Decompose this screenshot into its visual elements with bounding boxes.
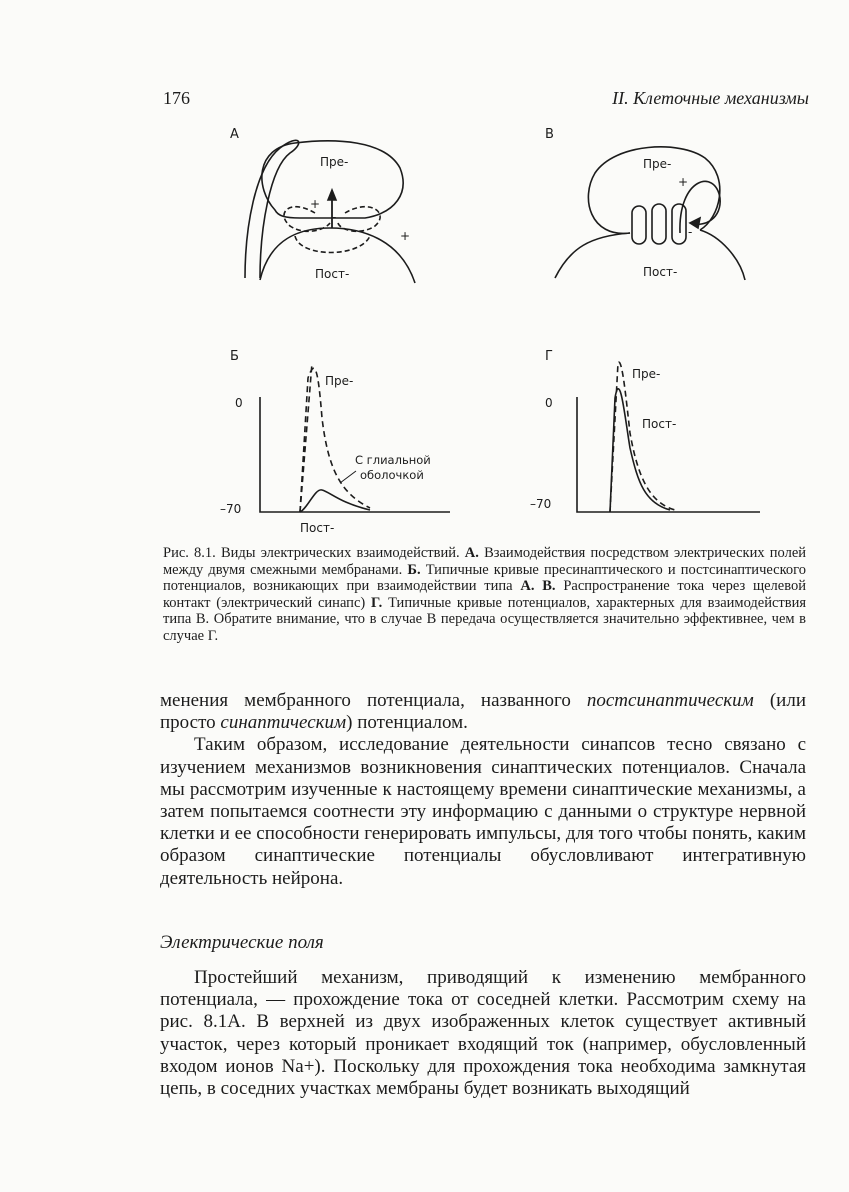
term-postsynaptic: постсинаптическим (586, 690, 754, 711)
body-text-top (160, 690, 806, 890)
panel-a-letter: А (230, 127, 239, 142)
panel-c-pre-rise (300, 363, 312, 512)
panel-b-pre-label: Пре- (643, 157, 672, 171)
panel-d-letter: Г (545, 349, 553, 364)
panel-a-current-left (284, 207, 330, 232)
paragraph-1-start: менения мембранного потенциала, названного (160, 690, 571, 711)
paragraph-1-mid: (или просто (160, 690, 807, 734)
figure-caption (163, 545, 806, 644)
panel-a-plus-outer: + (400, 229, 411, 243)
panel-a-pre-label: Пре- (320, 155, 349, 169)
panel-b-channel-2 (652, 204, 666, 244)
caption-label: Рис. 8.1. (163, 545, 216, 561)
panel-d-post-label: Пост- (642, 417, 677, 431)
caption-intro: Виды электрических взаимодействий. (221, 545, 460, 561)
panel-b-plus: + (678, 175, 689, 189)
paragraph-1-end: ) потенциалом. (346, 712, 468, 734)
panel-d-zero: 0 (545, 396, 553, 410)
panel-a-current-lower (295, 236, 370, 253)
panel-d-pre-label: Пре- (632, 367, 661, 381)
panel-b-post-left (555, 233, 630, 278)
panel-b-minus: - (688, 225, 693, 239)
panel-d-post-trace (610, 389, 670, 512)
panel-a-glia (245, 140, 299, 278)
panel-a-arrowhead (328, 190, 336, 200)
panel-a-current-right (338, 207, 380, 232)
page-number: 176 (163, 88, 190, 108)
panel-c-zero: 0 (235, 396, 243, 410)
panel-c-plot (260, 363, 450, 512)
figure-drawing (160, 118, 820, 543)
caption-g-label: Г. (371, 594, 383, 611)
caption-b-ref: А. (520, 578, 535, 594)
panel-c-glial-pointer (340, 471, 356, 483)
caption-v-label: В. (542, 578, 556, 594)
panel-d-pre-trace (610, 362, 675, 512)
paragraph-2: Таким образом, исследование деятельности синапсов тесно связано с изучением механизмов возникновения синаптических потенциалов. Сначала мы рассмотрим изученные к настоящему времени синаптические механизмы, а затем попытаемся соотнести эту информацию с данными о структуре нервной клетки и ее способности генерировать импульсы, для того чтобы понять, каким образом синаптические потенциалы обусловливают интегративную деятельность нейрона. (160, 734, 806, 889)
panel-c-post-label: Пост- (300, 521, 335, 535)
body-text-bottom (160, 967, 806, 1100)
figure-8-1 (160, 118, 820, 543)
term-synaptic: синаптическим (220, 712, 347, 734)
panel-b-post-label: Пост- (643, 265, 678, 279)
panel-d-minus70: –70 (530, 497, 552, 511)
caption-g-text: Типичные кривые потенциалов, характерных для взаимодействия типа В. Обратите внимание, что в случае В передача осуществляется значительно эффективнее, чем в случае Г. (163, 594, 807, 644)
panel-c-glial-label-1: С глиальной (355, 453, 431, 467)
panel-c-pre-label: Пре- (325, 374, 354, 388)
panel-c-glial-label-2: оболочкой (360, 468, 424, 482)
panel-a-minus: - (332, 210, 337, 224)
panel-d-plot (577, 362, 760, 512)
panel-c-letter: Б (230, 349, 239, 364)
panel-b-letter: В (545, 127, 554, 142)
section-title: Электрические поля (160, 932, 324, 953)
panel-b-channel-1 (632, 206, 646, 244)
panel-a-post-label: Пост- (315, 267, 350, 281)
caption-a-text: Взаимодействия посредством электрических полей между двумя смежными мембранами. (163, 545, 807, 578)
caption-v-text: Распространение тока через щелевой контакт (электрический синапс) (163, 578, 806, 611)
panel-d-baseline (577, 397, 760, 512)
paragraph-1 (160, 690, 806, 734)
running-head: II. Клеточные механизмы (612, 88, 809, 108)
panel-b-channel-3 (672, 204, 686, 244)
panel-b-post-right (700, 230, 745, 280)
caption-a-label: А. (464, 545, 479, 561)
caption-b-text: Типичные кривые пресинаптического и постсинаптического потенциалов, возникающих при взаимодействии типа (163, 561, 806, 594)
caption-b-label: Б. (407, 561, 421, 578)
panel-a-plus: + (310, 197, 321, 211)
panel-c-minus70: –70 (220, 502, 242, 516)
paragraph-3: Простейший механизм, приводящий к изменению мембранного потенциала, — прохождение тока от соседней клетки. Рассмотрим схему на рис. 8.1А. В верхней из двух изображенных клеток существует активный участок, через который проникает входящий ток (например, обусловленный входом ионов Na+). Поскольку для прохождения тока необходима замкнутая цепь, в соседних участках мембраны будет возникать выходящий (160, 967, 806, 1100)
